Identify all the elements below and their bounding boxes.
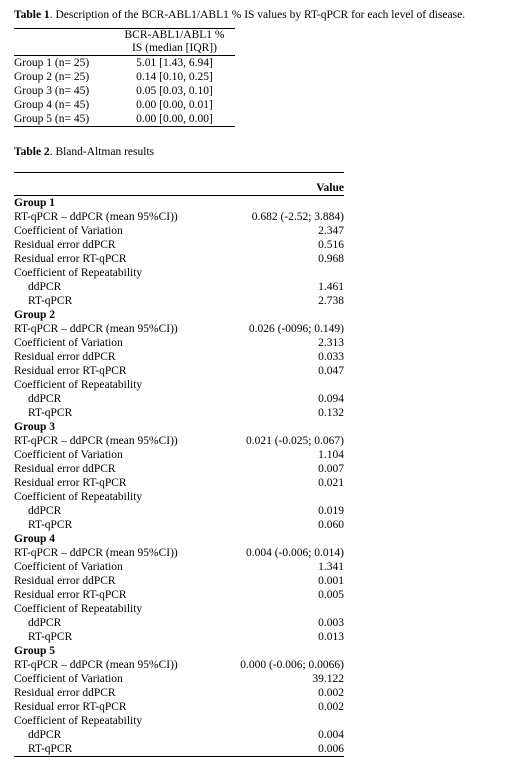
- table2-row-value: 0.682 (-2.52; 3.884): [251, 211, 344, 223]
- table2-row: [14, 336, 344, 350]
- table2-row-value: [216, 714, 344, 728]
- table2-row-label: Residual error ddPCR: [14, 463, 116, 475]
- table1-caption: [14, 8, 514, 22]
- table2-row-value: 0.060: [318, 519, 344, 531]
- table2-row: [14, 266, 344, 280]
- table2-row-label: ddPCR: [28, 505, 62, 517]
- table2-row: [14, 518, 344, 532]
- table2-row-value: [216, 378, 344, 392]
- table2-row-value: 0.007: [318, 463, 344, 475]
- table1-group-cell: Group 2 (n= 25): [14, 71, 90, 83]
- table2-row: [14, 210, 344, 224]
- table2-row-value: 0.047: [318, 365, 344, 377]
- table2-row-label: Residual error ddPCR: [14, 351, 116, 363]
- table2-row-value: 0.006: [216, 742, 344, 757]
- table2-row-value: 0.019: [318, 505, 344, 517]
- table1-value-cell: 0.14 [0.10, 0.25]: [136, 71, 213, 83]
- table2-body: [14, 196, 344, 757]
- table2-row-value: 0.026 (-0096; 0.149): [248, 323, 344, 335]
- table2-row-value: 0.002: [318, 701, 344, 713]
- table2-row-label: RT-qPCR: [14, 742, 216, 757]
- table2-row-label: Coefficient of Repeatability: [14, 267, 143, 279]
- table1-group-cell: Group 3 (n= 45): [14, 85, 90, 97]
- table2: [14, 172, 344, 757]
- table2-row-label: Residual error ddPCR: [14, 239, 116, 251]
- table2-row: [14, 434, 344, 448]
- table2-row-label: ddPCR: [28, 617, 62, 629]
- table1-value-cell: 5.01 [1.43, 6.94]: [136, 57, 213, 69]
- table2-group-name: Group 2: [14, 309, 56, 321]
- table2-row-label: RT-qPCR – ddPCR (mean 95%CI)): [14, 435, 178, 447]
- table2-row: [14, 504, 344, 518]
- table2-row-value: 0.000 (-0.006; 0.0066): [240, 659, 344, 671]
- table2-row: [14, 588, 344, 602]
- table2-row-label: Coefficient of Variation: [14, 337, 123, 349]
- table2-group-row: [14, 532, 344, 546]
- document-page: [14, 8, 514, 757]
- table2-label: Table 2: [14, 146, 50, 158]
- table2-row-label: Residual error RT-qPCR: [14, 365, 127, 377]
- table1-row: [14, 56, 235, 70]
- table1-label: Table 1: [14, 9, 50, 21]
- table1-value-cell: 0.00 [0.00, 0.01]: [136, 99, 213, 111]
- table2-row-label: RT-qPCR: [28, 295, 73, 307]
- table1-header-row: [14, 29, 235, 56]
- table2-row-value: 0.013: [318, 631, 344, 643]
- table2-row-label: RT-qPCR: [28, 631, 73, 643]
- table1-group-cell: Group 1 (n= 25): [14, 57, 90, 69]
- table2-row-value: 1.341: [318, 561, 344, 573]
- table2-row-value: 1.461: [318, 281, 344, 293]
- table2-group-name: Group 4: [14, 533, 56, 545]
- table1-header-line1: BCR-ABL1/ABL1 %: [124, 29, 225, 41]
- table2-row-value: 0.132: [318, 407, 344, 419]
- table2-row: [14, 350, 344, 364]
- table2-row-label: RT-qPCR – ddPCR (mean 95%CI)): [14, 547, 178, 559]
- table2-row-value: [216, 602, 344, 616]
- table2-row: [14, 728, 344, 742]
- table2-group-row: [14, 196, 344, 210]
- table2-row-label: ddPCR: [28, 393, 62, 405]
- table2-group-name: Group 3: [14, 421, 56, 433]
- table2-row-label: Coefficient of Repeatability: [14, 491, 143, 503]
- table2-row-label: Coefficient of Variation: [14, 225, 123, 237]
- table2-group-name: Group 1: [14, 197, 56, 209]
- table2-group-row: [14, 644, 344, 658]
- table1-group-cell: Group 4 (n= 45): [14, 99, 90, 111]
- table2-row: [14, 630, 344, 644]
- table2-row: [14, 224, 344, 238]
- table2-row-label: RT-qPCR – ddPCR (mean 95%CI)): [14, 323, 178, 335]
- table2-header-row: [14, 173, 344, 182]
- table2-row-value: 0.004: [318, 729, 344, 741]
- table2-row-value: 0.005: [318, 589, 344, 601]
- table2-row-label: RT-qPCR: [28, 407, 73, 419]
- table1-header-line2: IS (median [IQR]): [132, 42, 217, 54]
- table2-row-value: 39.122: [312, 673, 344, 685]
- table2-row-label: ddPCR: [28, 729, 62, 741]
- table1-value-cell: 0.00 [0.00, 0.00]: [114, 112, 235, 127]
- table2-row-label: Residual error RT-qPCR: [14, 589, 127, 601]
- table2-group-row: [14, 308, 344, 322]
- table2-caption-text: . Bland-Altman results: [49, 146, 155, 158]
- table2-row-label: Coefficient of Repeatability: [14, 715, 143, 727]
- table2-row-label: RT-qPCR – ddPCR (mean 95%CI)): [14, 211, 178, 223]
- table2-row: [14, 378, 344, 392]
- table2-row-label: Coefficient of Repeatability: [14, 379, 143, 391]
- table2-row-label: Coefficient of Variation: [14, 561, 123, 573]
- table1-caption-text: . Description of the BCR-ABL1/ABL1 % IS values by RT-qPCR for each level of disease.: [49, 9, 466, 21]
- table1-body: [14, 56, 235, 127]
- table2-row-value: 0.033: [318, 351, 344, 363]
- table2-row: [14, 686, 344, 700]
- table2-row-value: 0.094: [318, 393, 344, 405]
- table1-group-cell: Group 5 (n= 45): [14, 112, 114, 127]
- table2-row-value: 0.968: [318, 253, 344, 265]
- table2-row-label: Residual error RT-qPCR: [14, 477, 127, 489]
- table2-row-value: 0.021 (-0.025; 0.067): [245, 435, 344, 447]
- table2-row-value: 0.516: [318, 239, 344, 251]
- table1-value-cell: 0.05 [0.03, 0.10]: [136, 85, 213, 97]
- table1-row: [14, 98, 235, 112]
- table2-row-label: Coefficient of Variation: [14, 449, 123, 461]
- table2-row: [14, 560, 344, 574]
- table2-row: [14, 672, 344, 686]
- table2-row: [14, 238, 344, 252]
- table2-row: [14, 602, 344, 616]
- table2-row-value: 1.104: [318, 449, 344, 461]
- table2-row-value: 0.001: [318, 575, 344, 587]
- table2-row: [14, 574, 344, 588]
- table2-row: [14, 462, 344, 476]
- table2-row-label: ddPCR: [28, 281, 62, 293]
- table1: [14, 28, 235, 127]
- table2-row-value: 0.004 (-0.006; 0.014): [245, 547, 344, 559]
- table2-row-value: 0.021: [318, 477, 344, 489]
- table2-row: [14, 658, 344, 672]
- table2-row-label: RT-qPCR: [28, 519, 73, 531]
- table2-row: [14, 406, 344, 420]
- table1-row: [14, 70, 235, 84]
- table2-row: [14, 448, 344, 462]
- table2-row: [14, 742, 344, 757]
- table2-row: [14, 490, 344, 504]
- table2-group-name: Group 5: [14, 645, 56, 657]
- table2-row: [14, 252, 344, 266]
- table2-group-row: [14, 420, 344, 434]
- table2-row-label: Coefficient of Repeatability: [14, 603, 143, 615]
- table2-row-label: Coefficient of Variation: [14, 673, 123, 685]
- table2-row: [14, 476, 344, 490]
- table2-row-label: Residual error RT-qPCR: [14, 253, 127, 265]
- table2-row-label: Residual error ddPCR: [14, 575, 116, 587]
- table2-value-header: Value: [316, 182, 344, 194]
- table2-caption: [14, 145, 514, 159]
- table1-row: [14, 112, 235, 127]
- table2-row-value: 2.738: [318, 295, 344, 307]
- table2-row: [14, 546, 344, 560]
- table2-row: [14, 280, 344, 294]
- table2-row-value: 0.003: [318, 617, 344, 629]
- table2-row-label: RT-qPCR – ddPCR (mean 95%CI)): [14, 659, 178, 671]
- table1-row: [14, 84, 235, 98]
- table2-row-value: 2.347: [318, 225, 344, 237]
- table2-row-label: Residual error ddPCR: [14, 687, 116, 699]
- table2-row-value: [216, 266, 344, 280]
- table2-row-label: Residual error RT-qPCR: [14, 701, 127, 713]
- table2-row-value: 2.313: [318, 337, 344, 349]
- table2-row: [14, 700, 344, 714]
- table2-row: [14, 294, 344, 308]
- table2-row: [14, 714, 344, 728]
- table2-row: [14, 616, 344, 630]
- table2-row-value: 0.002: [318, 687, 344, 699]
- table2-row-value: [216, 490, 344, 504]
- table2-row: [14, 322, 344, 336]
- table2-row: [14, 392, 344, 406]
- table2-row: [14, 364, 344, 378]
